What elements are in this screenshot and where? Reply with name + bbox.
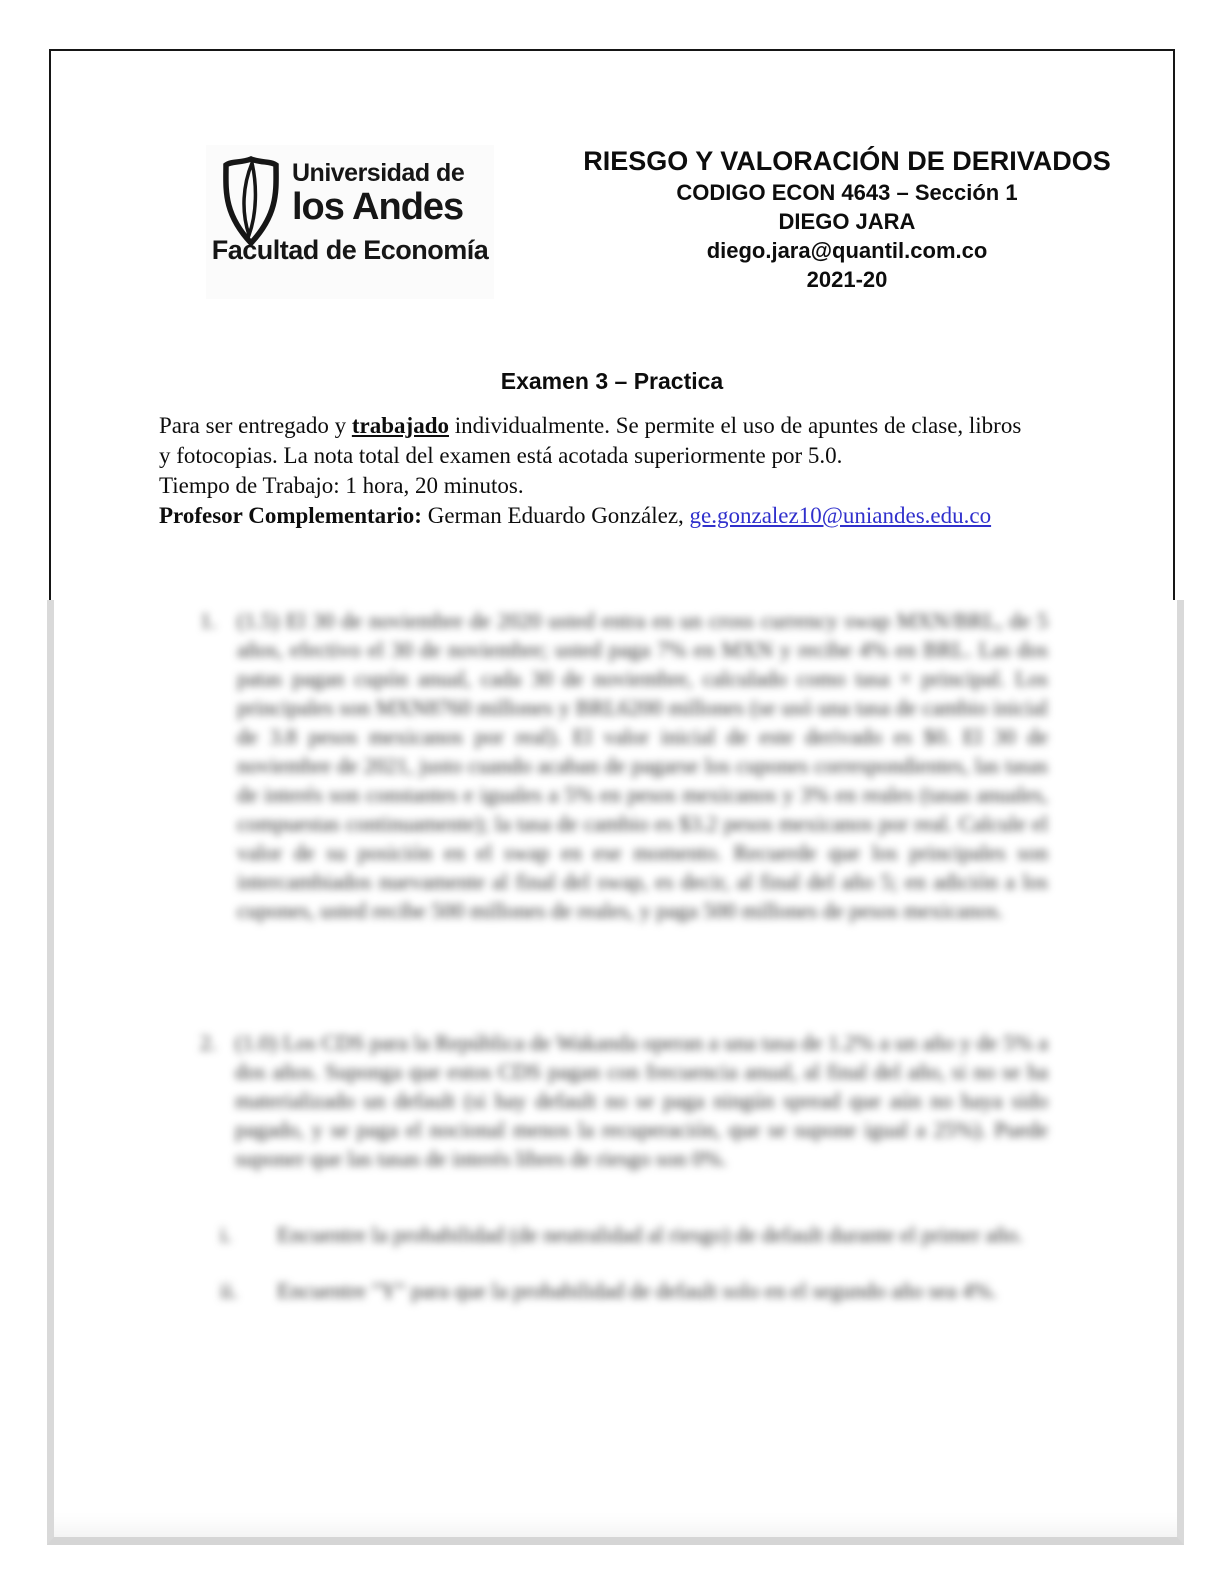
logo-text-facultad: Facultad de Economía (211, 235, 489, 265)
exam-instructions (159, 411, 1059, 531)
bold-underline-word: trabajado (351, 413, 449, 438)
university-logo (206, 145, 494, 299)
logo-text-universidad: Universidad de (292, 159, 465, 187)
term: 2021-20 (806, 267, 888, 292)
item-ii-text: Encuentre "Y" para que la probabilidad de default solo en el segundo año sea 4%. (277, 1278, 997, 1303)
question-2 (200, 1028, 1048, 1173)
item-ii-number: ii. (220, 1278, 238, 1303)
email-link[interactable]: ge.gonzalez10@uniandes.edu.co (689, 503, 992, 528)
exam-page-frame (49, 49, 1175, 600)
course-header (517, 145, 1177, 294)
course-title: RIESGO Y VALORACIÓN DE DERIVADOS (583, 146, 1111, 176)
complementary-professor-label: Profesor Complementario: (159, 503, 422, 528)
instruction-line-1: Para ser entregado y trabajado individualmente. Se permite el uso de apuntes de clase, libros (159, 413, 1022, 438)
question-1 (200, 606, 1048, 925)
question-2-number: 2. (200, 1030, 217, 1055)
question-1-number: 1. (200, 608, 217, 633)
item-i-number: i. (220, 1222, 232, 1247)
logo-text-losandes: los Andes (292, 186, 464, 228)
instruction-line-3: Tiempo de Trabajo: 1 hora, 20 minutos. (159, 473, 524, 498)
question-2-item-ii (220, 1276, 1048, 1306)
item-i-text: Encuentre la probabilidad (de neutralidad al riesgo) de default durante el primer año. (277, 1222, 1023, 1247)
course-code: CODIGO ECON 4643 – Sección 1 (676, 180, 1018, 205)
exam-title: Examen 3 – Practica (500, 368, 724, 394)
question-1-text: (1.5) El 30 de noviembre de 2020 usted entra en un cross currency swap MXN/BRL, de 5 años, efectivo el 30 de noviembre; usted paga 7% en MXN y recibe 4% en BRL. Las dos patas pagan cupón anual, cada 30 de noviembre, calculado como tasa × principal. Los principales son MXN8760 millones y BRL6200 millones (se usó una tasa de cambio inicial de 3.8 pesos mexicanos por real). El valor inicial de este derivado es $0. El 30 de noviembre de 2021, justo cuando acaban de pagarse los cupones correspondientes, las tasas de interés son constantes e iguales a 5% en pesos mexicanos y 3% en reales (tasas anuales, compuestas continuamente); la tasa de cambio es $3.2 pesos mexicanos por real. Calcule el valor de su posición en el swap en ese momento. Recuerde que los principales son intercambiados nuevamente al final del swap, es decir, al final del año 5; en adición a los cupones, usted recibe 500 millones de reales, y paga 500 millones de pesos mexicanos. (237, 608, 1048, 923)
question-2-item-i (220, 1220, 1048, 1250)
question-2-text: (1.0) Los CDS para la República de Wakanda operan a una tasa de 1.2% a un año y de 5% a dos años. Suponga que estos CDS pagan con frecuencia anual, al final del año, si no se ha materializado un default (si hay default no se paga ningún spread que aún no haya sido pagado, y se paga el nocional menos la recuperación, que se supone igual a 25%). Puede suponer que las tasas de interés libres de riesgo son 0%. (235, 1030, 1048, 1171)
blurred-preview-sheet (47, 600, 1184, 1545)
instruction-line-4: Profesor Complementario: German Eduardo González, ge.gonzalez10@uniandes.edu.co (159, 503, 992, 528)
professor-email: diego.jara@quantil.com.co (706, 238, 988, 263)
professor-name: DIEGO JARA (778, 209, 916, 234)
instruction-line-2: y fotocopias. La nota total del examen está acotada superiormente por 5.0. (159, 443, 843, 468)
